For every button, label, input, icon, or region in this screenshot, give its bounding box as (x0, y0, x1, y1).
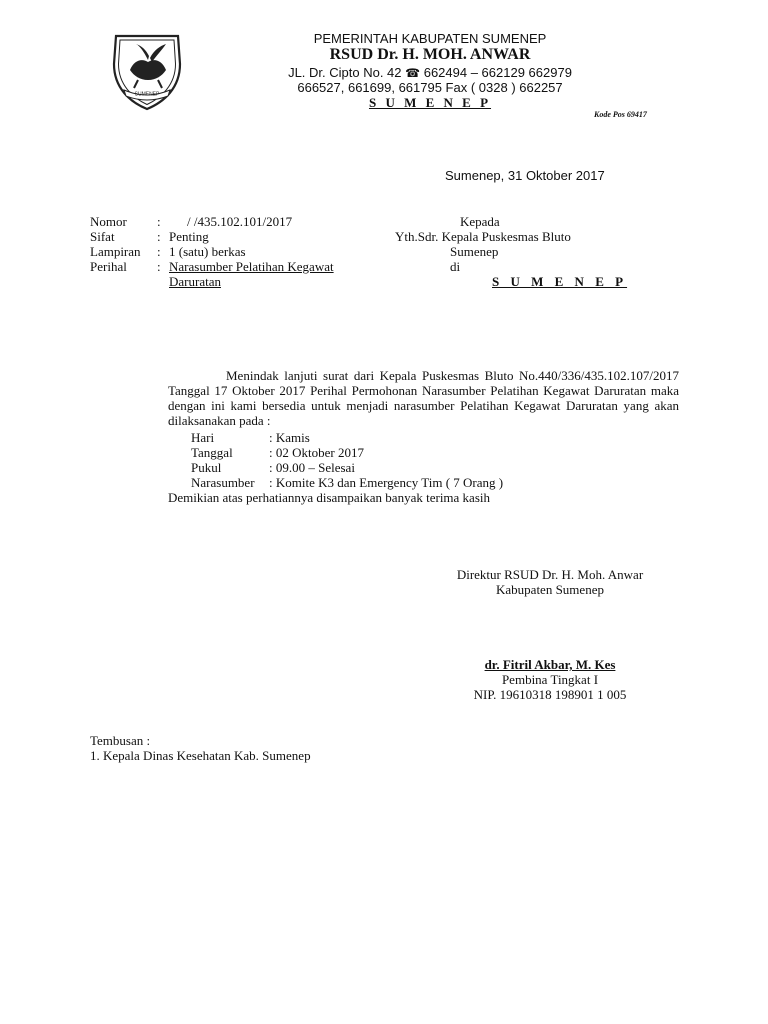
nomor-value: / /435.102.101/2017 (187, 214, 293, 229)
telephone-icon: ☎ (405, 66, 421, 80)
cc-item-1: 1. Kepala Dinas Kesehatan Kab. Sumenep (90, 748, 311, 763)
recipient-city: S U M E N E P (492, 274, 628, 289)
sifat-value: Penting (169, 229, 209, 244)
cc-label: Tembusan : (90, 733, 151, 748)
sifat-colon: : (157, 229, 161, 244)
recipient-kepada: Kepada (460, 214, 500, 229)
lampiran-label: Lampiran (90, 244, 141, 259)
postal-code: Kode Pos 69417 (594, 110, 647, 119)
address-prefix: JL. Dr. Cipto No. 42 (288, 65, 402, 80)
perihal-colon: : (157, 259, 161, 274)
hospital-name: RSUD Dr. H. MOH. ANWAR (329, 46, 531, 63)
nomor-label: Nomor (90, 214, 127, 229)
tanggal-label: Tanggal (191, 445, 233, 460)
sifat-label: Sifat (90, 229, 115, 244)
logo-banner-text: SUMENEP (134, 91, 160, 98)
address-line-1 (230, 65, 630, 81)
recipient-place: Sumenep (450, 244, 499, 259)
lampiran-value: 1 (satu) berkas (169, 244, 246, 259)
phone-numbers-1: 662494 – 662129 662979 (423, 65, 572, 80)
signature-title-2: Kabupaten Sumenep (496, 582, 604, 597)
pukul-value: : 09.00 – Selesai (269, 460, 355, 475)
body-paragraph (168, 368, 679, 428)
perihal-value-line-2: Daruratan (169, 274, 221, 289)
recipient-di: di (450, 259, 461, 274)
letterhead-city: S U M E N E P (368, 95, 492, 110)
narasumber-label: Narasumber (191, 475, 255, 490)
perihal-label: Perihal (90, 259, 127, 274)
government-header: PEMERINTAH KABUPATEN SUMENEP (313, 31, 547, 46)
signatory-rank: Pembina Tingkat I (501, 672, 599, 687)
perihal-value-line-1: Narasumber Pelatihan Kegawat (169, 259, 334, 274)
signatory-nip: NIP. 19610318 198901 1 005 (473, 687, 627, 702)
narasumber-value: : Komite K3 dan Emergency Tim ( 7 Orang ) (269, 475, 504, 490)
signature-title-1: Direktur RSUD Dr. H. Moh. Anwar (456, 567, 644, 582)
recipient-yth: Yth.Sdr. Kepala Puskesmas Bluto (395, 229, 571, 244)
date-line: Sumenep, 31 Oktober 2017 (445, 168, 605, 183)
signatory-name: dr. Fitril Akbar, M. Kes (484, 657, 616, 672)
hari-value: : Kamis (269, 430, 310, 445)
address-line-2: 666527, 661699, 661795 Fax ( 0328 ) 662257 (297, 80, 563, 95)
hari-label: Hari (191, 430, 215, 445)
pukul-label: Pukul (191, 460, 222, 475)
tanggal-value: : 02 Oktober 2017 (269, 445, 364, 460)
body-paragraph-text: Menindak lanjuti surat dari Kepala Puskesmas Bluto No.440/336/435.102.107/2017 Tanggal 17 Oktober 2017 Perihal Permohonan Narasumber Pelatihan Kegawat Daruratan maka dengan ini kami bersedia untuk menjadi narasumber Pelatihan Kegawat Daruratan yang akan dilaksanakan pada : (168, 368, 679, 428)
closing-line: Demikian atas perhatiannya disampaikan banyak terima kasih (168, 490, 490, 505)
lampiran-colon: : (157, 244, 161, 259)
sumenep-emblem-logo (108, 30, 186, 112)
nomor-colon: : (157, 214, 161, 229)
